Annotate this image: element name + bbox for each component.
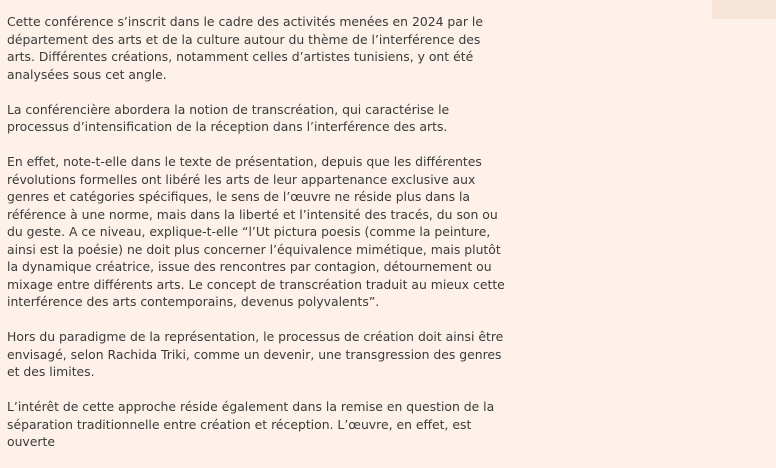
paragraph-interest: L’intérêt de cette approche réside également dans la remise en question de la séparation traditionnelle entre création et réception. L’œuvre, en effet, est ouverte xyxy=(7,399,495,449)
paragraph-paradigm: Hors du paradigme de la représentation, le processus de création doit ainsi être envisagé, selon Rachida Triki, comme un devenir, une transgression des genres et des limites. xyxy=(7,329,504,379)
article-body xyxy=(7,13,512,468)
top-right-panel xyxy=(712,0,776,19)
paragraph-transcreation: La conférencière abordera la notion de transcréation, qui caractérise le processus d’intensification de la réception dans l’interférence des arts. xyxy=(7,101,450,134)
paragraph-intro: Cette conférence s’inscrit dans le cadre des activités menées en 2024 par le département des arts et de la culture autour du thème de l’interférence des arts. Différentes créations, notamment celles d’artistes tunisiens, y ont été analysées sous cet angle. xyxy=(7,14,483,82)
paragraph-presentation: En effet, note-t-elle dans le texte de présentation, depuis que les différentes révolutions formelles ont libéré les arts de leur appartenance exclusive aux genres et catégories spécifiques, le sens de l’œuvre ne réside plus dans la référence à une norme, mais dans la liberté et l’intensité des tracés, du son ou du geste. A ce niveau, explique-t-elle “l’Ut pictura poesis (comme la peinture, ainsi est la poésie) ne doit plus concerner l’équivalence mimétique, mais plutôt la dynamique créatrice, issue des rencontres par contagion, détournement ou mixage entre différents arts. Le concept de transcréation traduit au mieux cette interférence des arts contemporains, devenus polyvalents”. xyxy=(7,154,505,309)
